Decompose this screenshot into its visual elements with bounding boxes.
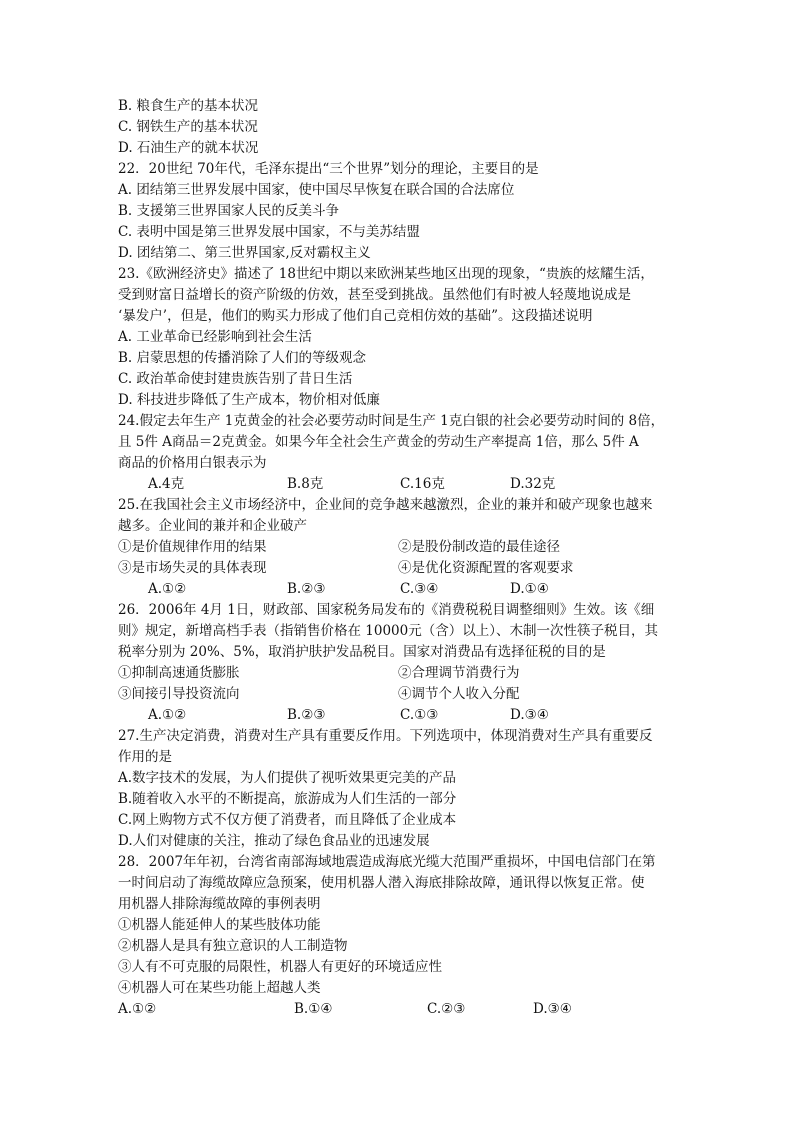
q25-option-a: A.①② [148, 581, 187, 597]
q22-option-a: A. 团结第三世界发展中国家，使中国尽早恢复在联合国的合法席位 [118, 182, 515, 198]
q26-statement-row [0, 684, 794, 704]
q27-option-a: A.数字技术的发展，为人们提供了视听效果更完美的产品 [118, 770, 457, 786]
q26-option-b: B.②③ [287, 707, 326, 723]
q25-statement-2: ②是股份制改造的最佳途径 [398, 539, 560, 555]
q27-option-d: D.人们对健康的关注，推动了绿色食品业的迅速发展 [118, 833, 430, 849]
q25-stem-line1: 25.在我国社会主义市场经济中，企业间的竞争越来越激烈，企业的兼并和破产现象也越来 [118, 497, 653, 513]
q23-stem-line3: ‘暴发户’，但是，他们的购买力形成了他们自己竞相仿效的基础”。这段描述说明 [118, 308, 593, 324]
q26-stem-line2: 则》规定，新增高档手表（指销售价格在 10000元（含）以上）、木制一次性筷子税目，其 [118, 623, 658, 639]
q26-stem-line1: 26．2006年 4月 1日，财政部、国家税务局发布的《消费税税目调整细则》生效。该《细 [118, 602, 655, 618]
q21-option-d: D. 石油生产的就本状况 [118, 140, 259, 156]
q28-option-d: D.③④ [533, 1001, 572, 1017]
q25-option-b: B.②③ [287, 581, 326, 597]
q24-option-a: A.4克 [148, 476, 185, 492]
q28-stem-line3: 用机器人排除海缆故障的事例表明 [118, 896, 321, 912]
q24-option-b: B.8克 [287, 476, 324, 492]
q23-option-c: C. 政治革命使封建贵族告别了昔日生活 [118, 371, 353, 387]
q26-options [0, 705, 794, 725]
q28-options [0, 999, 794, 1019]
q25-statement-row [0, 537, 794, 557]
q26-statement-row [0, 663, 794, 683]
q28-statement-1: ①机器人能延伸人的某些肢体功能 [118, 917, 321, 933]
q26-statement-3: ③间接引导投资流向 [118, 686, 240, 702]
q28-option-c: C.②③ [427, 1001, 466, 1017]
q28-statement-2: ②机器人是具有独立意识的人工制造物 [118, 938, 348, 954]
q25-options [0, 579, 794, 599]
q27-stem-line1: 27.生产决定消费，消费对生产具有重要反作用。下列选项中，体现消费对生产具有重要反 [118, 728, 653, 744]
q25-statement-3: ③是市场失灵的具体表现 [118, 560, 267, 576]
q26-option-c: C.①③ [400, 707, 439, 723]
q24-stem-line1: 24.假定去年生产 1克黄金的社会必要劳动时间是生产 1克白银的社会必要劳动时间的 8倍， [118, 413, 665, 429]
q23-option-d: D. 科技进步降低了生产成本，物价相对低廉 [118, 392, 380, 408]
q25-statement-1: ①是价值规律作用的结果 [118, 539, 267, 555]
q24-stem-line2: 且 5件 A商品＝2克黄金。如果今年全社会生产黄金的劳动生产率提高 1倍，那么 5件 A [118, 434, 639, 450]
q28-stem-line2: 一时间启动了海缆故障应急预案，使用机器人潜入海底排除故障，通讯得以恢复正常。使 [118, 875, 645, 891]
q22-stem: 22．20世纪 70年代，毛泽东提出“三个世界”划分的理论，主要目的是 [118, 161, 539, 177]
q27-option-b: B.随着收入水平的不断提高，旅游成为人们生活的一部分 [118, 791, 457, 807]
q28-statement-4: ④机器人可在某些功能上超越人类 [118, 980, 321, 996]
q25-option-c: C.③④ [400, 581, 439, 597]
q22-option-b: B. 支援第三世界国家人民的反美斗争 [118, 203, 340, 219]
q28-option-a: A.①② [118, 1001, 157, 1017]
q24-stem-line3: 商品的价格用白银表示为 [118, 455, 267, 471]
q24-option-c: C.16克 [400, 476, 445, 492]
q25-option-d: D.①④ [510, 581, 549, 597]
q26-statement-2: ②合理调节消费行为 [398, 665, 520, 681]
q26-statement-4: ④调节个人收入分配 [398, 686, 520, 702]
q25-statement-4: ④是优化资源配置的客观要求 [398, 560, 574, 576]
q22-option-c: C. 表明中国是第三世界发展中国家，不与美苏结盟 [118, 224, 420, 240]
q23-option-a: A. 工业革命已经影响到社会生活 [118, 329, 312, 345]
q22-option-d: D. 团结第二、第三世界国家,反对霸权主义 [118, 245, 371, 261]
q26-option-d: D.③④ [510, 707, 549, 723]
q26-option-a: A.①② [148, 707, 187, 723]
q21-option-b: B. 粮食生产的基本状况 [118, 98, 259, 114]
q24-option-d: D.32克 [510, 476, 556, 492]
q26-stem-line3: 税率分别为 20%、5%，取消护肤护发品税目。国家对消费品有选择征税的目的是 [118, 644, 606, 660]
q21-option-c: C. 钢铁生产的基本状况 [118, 119, 258, 135]
q27-option-c: C.网上购物方式不仅方便了消费者，而且降低了企业成本 [118, 812, 457, 828]
q28-option-b: B.①④ [294, 1001, 333, 1017]
q27-stem-line2: 作用的是 [118, 749, 172, 765]
q23-stem-line1: 23.《欧洲经济史》描述了 18世纪中期以来欧洲某些地区出现的现象，“贵族的炫耀生活， [118, 266, 654, 282]
q25-statement-row [0, 558, 794, 578]
q28-stem-line1: 28．2007年年初，台湾省南部海域地震造成海底光缆大范围严重损坏，中国电信部门在第 [118, 854, 656, 870]
q23-stem-line2: 受到财富日益增长的资产阶级的仿效，甚至受到挑战。虽然他们有时被人轻蔑地说成是 [118, 287, 631, 303]
q23-option-b: B. 启蒙思想的传播消除了人们的等级观念 [118, 350, 367, 366]
q25-stem-line2: 越多。企业间的兼并和企业破产 [118, 518, 307, 534]
q24-options [0, 474, 794, 494]
q26-statement-1: ①抑制高速通货膨胀 [118, 665, 240, 681]
q28-statement-3: ③人有不可克服的局限性，机器人有更好的环境适应性 [118, 959, 442, 975]
